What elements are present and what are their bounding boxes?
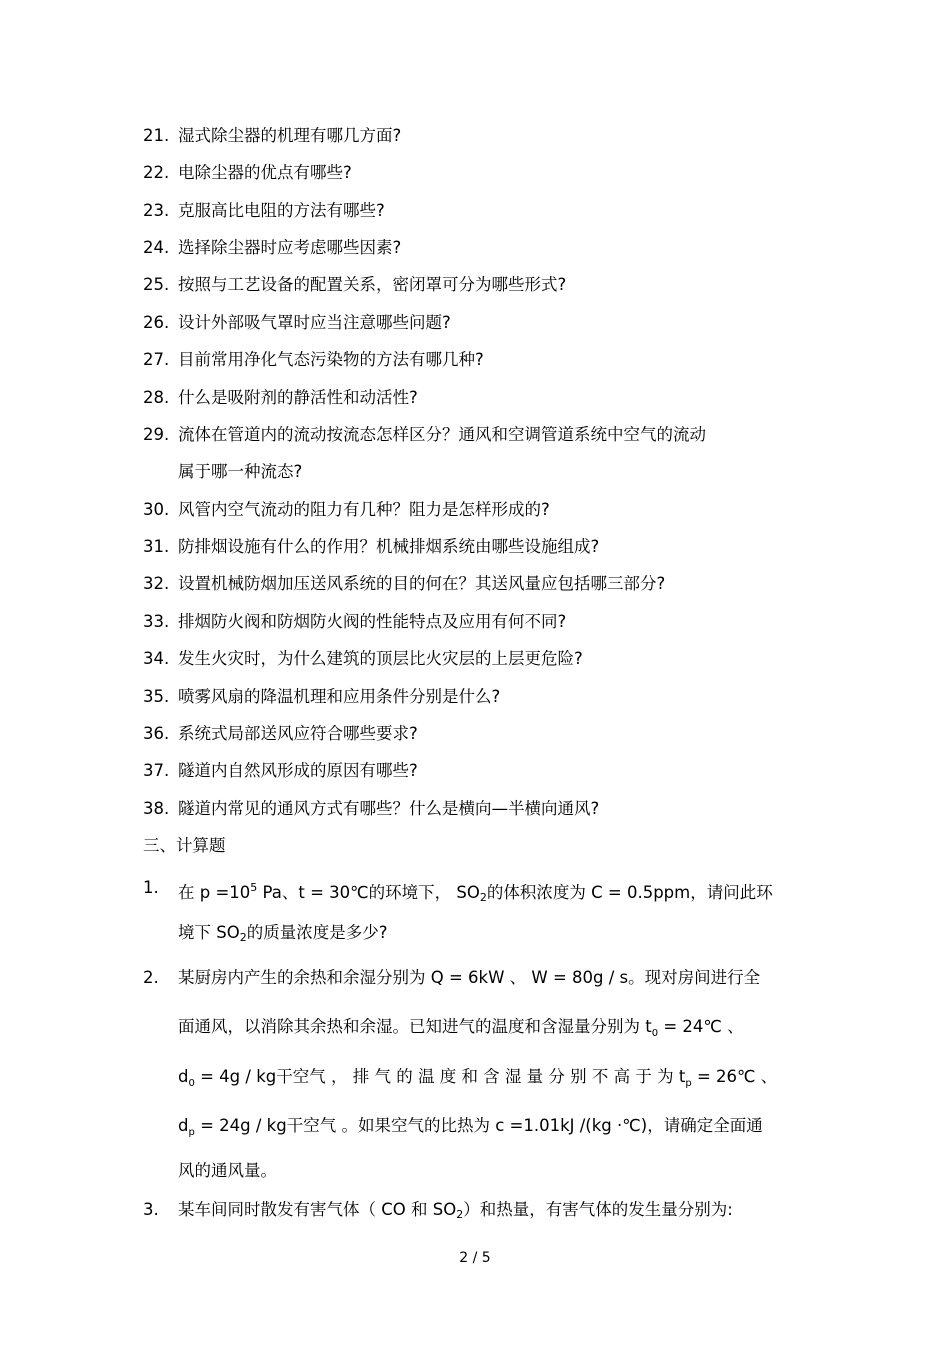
question-number: 24. [143, 238, 170, 257]
subscript: 0 [188, 1078, 195, 1089]
problem-text: 在 $p =10^5$ Pa、t = 30℃的环境下， $SO_2$的体积浓度为 C = 0.5ppm，请问此环 [178, 881, 773, 904]
question-text: 防排烟设施有什么的作用？机械排烟系统由哪些设施组成? [178, 537, 600, 556]
question-number: 31. [143, 537, 170, 556]
question-number: 21. [143, 126, 170, 145]
question-text: 排烟防火阀和防烟防火阀的性能特点及应用有何不同? [178, 612, 567, 631]
question-number: 38. [143, 799, 170, 818]
page-number: 2 / 5 [459, 1250, 491, 1266]
question-text-continuation: 属于哪一种流态? [178, 462, 303, 481]
problem-text-continuation: $d_p = 24g$ / kg干空气 。如果空气的比热为 c =1.01kJ /(kg ·℃)，请确定全面通 [178, 1116, 763, 1138]
question-text: 按照与工艺设备的配置关系，密闭罩可分为哪些形式? [178, 275, 567, 294]
question-number: 35. [143, 687, 170, 706]
question-number: 37. [143, 761, 170, 780]
question-text: 什么是吸附剂的静活性和动活性? [178, 388, 418, 407]
question-text: 电除尘器的优点有哪些? [178, 163, 352, 182]
question-text: 喷雾风扇的降温机理和应用条件分别是什么? [178, 687, 501, 706]
problem-number: 2. [143, 968, 159, 987]
subscript: 0 [651, 1028, 659, 1039]
question-number: 25. [143, 275, 170, 294]
question-text: 选择除尘器时应考虑哪些因素? [178, 238, 402, 257]
problem-text-continuation: 风的通风量。 [178, 1161, 277, 1180]
problem-number: 1. [143, 878, 159, 897]
question-number: 22. [143, 163, 170, 182]
exponent: 5 [250, 881, 258, 894]
section-title: 三、计算题 [143, 836, 226, 855]
question-number: 34. [143, 649, 170, 668]
question-number: 29. [143, 425, 170, 444]
question-text: 目前常用净化气态污染物的方法有哪几种? [178, 350, 484, 369]
subscript: 2 [239, 931, 247, 944]
question-text: 湿式除尘器的机理有哪几方面? [178, 126, 402, 145]
problem-text-continuation: $d_0 = 4g$ / kg干空气 ， 排 气 的 温 度 和 含 湿 量 分 别 不 高 于 为 $t_p$ = 26℃ 、 [178, 1067, 778, 1089]
question-number: 36. [143, 724, 170, 743]
problem-text-continuation: 境下 $SO_2$的质量浓度是多少? [178, 923, 388, 944]
question-number: 26. [143, 313, 170, 332]
question-text: 隧道内自然风形成的原因有哪些? [178, 761, 418, 780]
problem-text: 某车间同时散发有害气体（ CO 和 $SO_2$）和热量，有害气体的发生量分别为: [178, 1200, 733, 1221]
question-text: 隧道内常见的通风方式有哪些？什么是横向—半横向通风? [178, 799, 600, 818]
question-text: 流体在管道内的流动按流态怎样区分？通风和空调管道系统中空气的流动 [178, 425, 706, 444]
question-text: 发生火灾时，为什么建筑的顶层比火灾层的上层更危险? [178, 649, 583, 668]
question-number: 23. [143, 201, 170, 220]
question-text: 风管内空气流动的阻力有几种？阻力是怎样形成的? [178, 500, 550, 519]
subscript: p [685, 1078, 692, 1089]
question-number: 27. [143, 350, 170, 369]
question-number: 28. [143, 388, 170, 407]
question-text: 克服高比电阻的方法有哪些? [178, 201, 385, 220]
subscript: p [188, 1127, 195, 1138]
question-number: 33. [143, 612, 170, 631]
problem-number: 3. [143, 1200, 159, 1219]
problem-text-continuation: 面通风，以消除其余热和余湿。已知进气的温度和含湿量分别为 $t_0$ = 24℃ 、 [178, 1017, 744, 1039]
subscript: 2 [479, 891, 487, 904]
problem-text: 某厨房内产生的余热和余湿分别为 Q = 6kW 、 W = 80g / s。现对房间进行全 [178, 968, 761, 987]
question-text: 系统式局部送风应符合哪些要求? [178, 724, 418, 743]
question-number: 32. [143, 574, 170, 593]
subscript: 2 [456, 1208, 464, 1221]
question-text: 设置机械防烟加压送风系统的目的何在？其送风量应包括哪三部分? [178, 574, 666, 593]
question-text: 设计外部吸气罩时应当注意哪些问题? [178, 313, 451, 332]
question-number: 30. [143, 500, 170, 519]
